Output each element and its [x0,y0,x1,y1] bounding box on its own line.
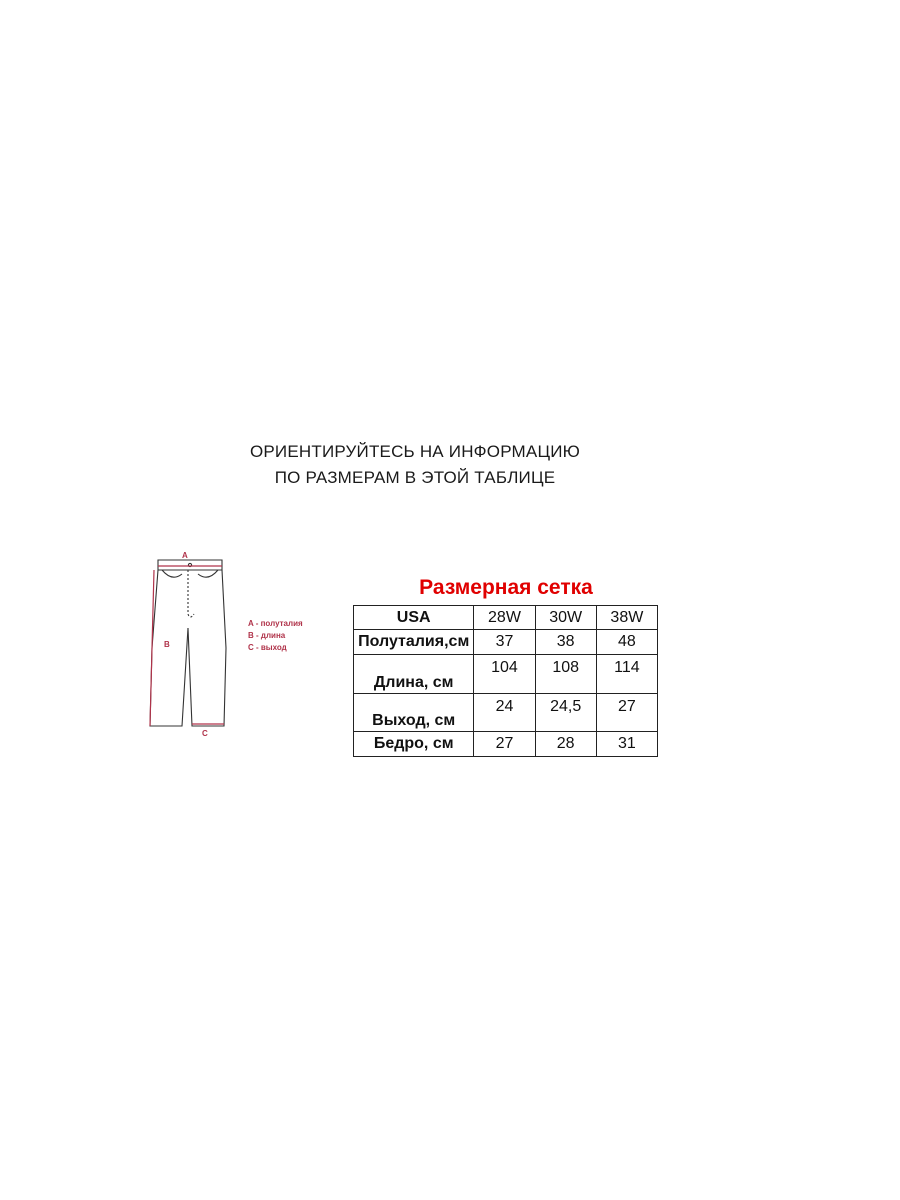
table-row [354,630,658,655]
table-cell: 104 [474,655,535,694]
diagram-label-a: A [182,551,188,560]
measure-line-b [150,570,154,726]
table-cell: 38 [535,630,596,655]
table-cell: 31 [596,732,657,757]
legend-item-a: A - полуталия [248,619,303,628]
front-pocket-right [198,570,218,577]
legend-item-b: B - длина [248,631,286,640]
table-cell: 48 [596,630,657,655]
legend-item-c: C - выход [248,643,287,652]
page-heading-line-1: ОРИЕНТИРУЙТЕСЬ НА ИНФОРМАЦИЮ [249,442,581,461]
waistband-outline [158,560,222,570]
row-label: Бедро, см [354,732,474,757]
table-row [354,732,658,757]
page-heading-line-2: ПО РАЗМЕРАМ В ЭТОЙ ТАБЛИЦЕ [274,468,556,487]
header-cell-38w: 38W [596,606,657,630]
header-cell-28w: 28W [474,606,535,630]
table-row [354,655,658,694]
table-cell: 108 [535,655,596,694]
table-cell: 24,5 [535,694,596,732]
front-pocket-left [162,570,182,577]
row-label: Выход, см [354,694,474,732]
row-label: Длина, см [354,655,474,694]
size-table-title: Размерная сетка [419,576,593,599]
right-leg-outline [188,570,226,726]
trousers-diagram [140,548,250,748]
table-cell: 27 [474,732,535,757]
header-cell-30w: 30W [535,606,596,630]
diagram-label-b: B [164,640,170,649]
table-cell: 28 [535,732,596,757]
diagram-legend [248,618,303,654]
diagram-label-c: C [202,729,208,738]
table-cell: 37 [474,630,535,655]
table-cell: 24 [474,694,535,732]
table-header-row [354,606,658,630]
table-cell: 27 [596,694,657,732]
table-row [354,694,658,732]
row-label: Полуталия,см [354,630,474,655]
fly-stitch [188,570,194,617]
table-cell: 114 [596,655,657,694]
size-table [353,605,658,757]
header-cell-usa: USA [354,606,474,630]
